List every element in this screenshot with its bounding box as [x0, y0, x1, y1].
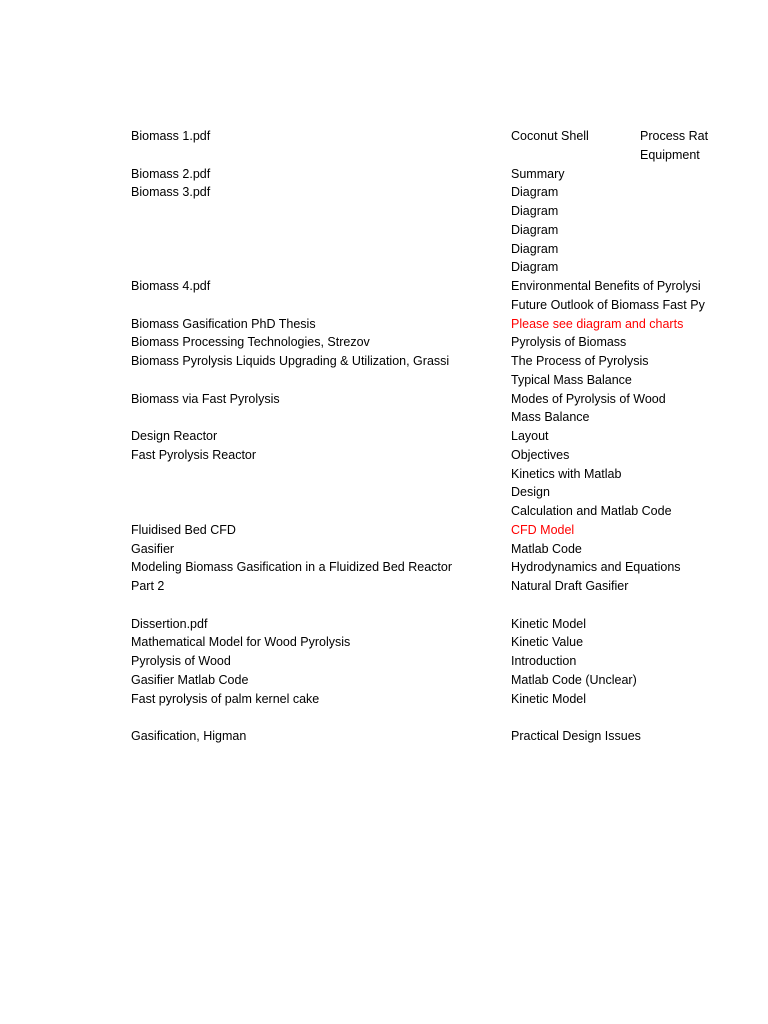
- cell-topic: Diagram: [511, 185, 559, 200]
- cell-topic: Diagram: [511, 222, 559, 237]
- cell-file: Biomass Pyrolysis Liquids Upgrading & Utilization, Grassi: [131, 354, 450, 368]
- cell-file: Biomass Gasification PhD Thesis: [131, 316, 316, 331]
- cell-file: Biomass Processing Technologies, Strezov: [131, 335, 370, 350]
- cell-file: Biomass 4.pdf: [131, 279, 211, 293]
- cell-file: Fast pyrolysis of palm kernel cake: [131, 691, 320, 706]
- cell-topic: Calculation and Matlab Code: [511, 504, 672, 518]
- cell-file: Biomass via Fast Pyrolysis: [131, 391, 280, 406]
- cell-topic: Layout: [511, 429, 549, 443]
- cell-file: Mathematical Model for Wood Pyrolysis: [131, 635, 351, 650]
- cell-topic: Diagram: [511, 260, 559, 275]
- cell-topic: Summary: [511, 166, 565, 181]
- cell-topic: Mass Balance: [511, 410, 590, 425]
- cell-file: Pyrolysis of Wood: [131, 654, 231, 668]
- cell-file: Design Reactor: [131, 429, 218, 443]
- cell-topic: Design: [511, 485, 550, 500]
- cell-topic: Future Outlook of Biomass Fast Py: [511, 297, 705, 312]
- cell-file: Part 2: [131, 579, 165, 593]
- cell-file: Biomass 2.pdf: [131, 166, 211, 181]
- cell-topic: Please see diagram and charts: [511, 316, 684, 331]
- cell-file: Dissertion.pdf: [131, 616, 208, 631]
- cell-file: Biomass 3.pdf: [131, 185, 211, 200]
- cell-file: Gasifier Matlab Code: [131, 672, 249, 687]
- cell-topic: Matlab Code: [511, 541, 582, 556]
- cell-topic: Objectives: [511, 447, 570, 462]
- cell-topic: CFD Model: [511, 522, 575, 537]
- cell-topic: Introduction: [511, 654, 577, 668]
- cell-topic: Diagram: [511, 204, 559, 218]
- cell-topic: Practical Design Issues: [511, 729, 641, 743]
- cell-topic: Environmental Benefits of Pyrolysi: [511, 279, 701, 293]
- cell-topic: Natural Draft Gasifier: [511, 579, 629, 593]
- cell-topic: Kinetics with Matlab: [511, 466, 622, 481]
- cell-topic: Kinetic Model: [511, 616, 587, 631]
- cell-topic: Pyrolysis of Biomass: [511, 335, 627, 350]
- cell-topic: Kinetic Model: [511, 691, 587, 706]
- cell-topic: Coconut Shell: [511, 129, 589, 143]
- cell-file: Fast Pyrolysis Reactor: [131, 447, 257, 462]
- cell-file: Biomass 1.pdf: [131, 129, 211, 143]
- cell-topic: Kinetic Value: [511, 635, 584, 650]
- cell-topic: Matlab Code (Unclear): [511, 672, 637, 687]
- cell-extra: Equipment: [640, 147, 700, 162]
- cell-topic: Typical Mass Balance: [511, 372, 632, 387]
- cell-extra: Process Rat: [640, 129, 709, 143]
- cell-file: Gasification, Higman: [131, 729, 247, 743]
- cell-file: Gasifier: [131, 541, 175, 556]
- cell-file: Fluidised Bed CFD: [131, 522, 236, 537]
- cell-topic: Modes of Pyrolysis of Wood: [511, 391, 666, 406]
- cell-topic: Hydrodynamics and Equations: [511, 560, 681, 575]
- cell-topic: Diagram: [511, 241, 559, 256]
- cell-topic: The Process of Pyrolysis: [511, 354, 649, 368]
- cell-file: Modeling Biomass Gasification in a Fluidized Bed Reactor: [131, 560, 452, 575]
